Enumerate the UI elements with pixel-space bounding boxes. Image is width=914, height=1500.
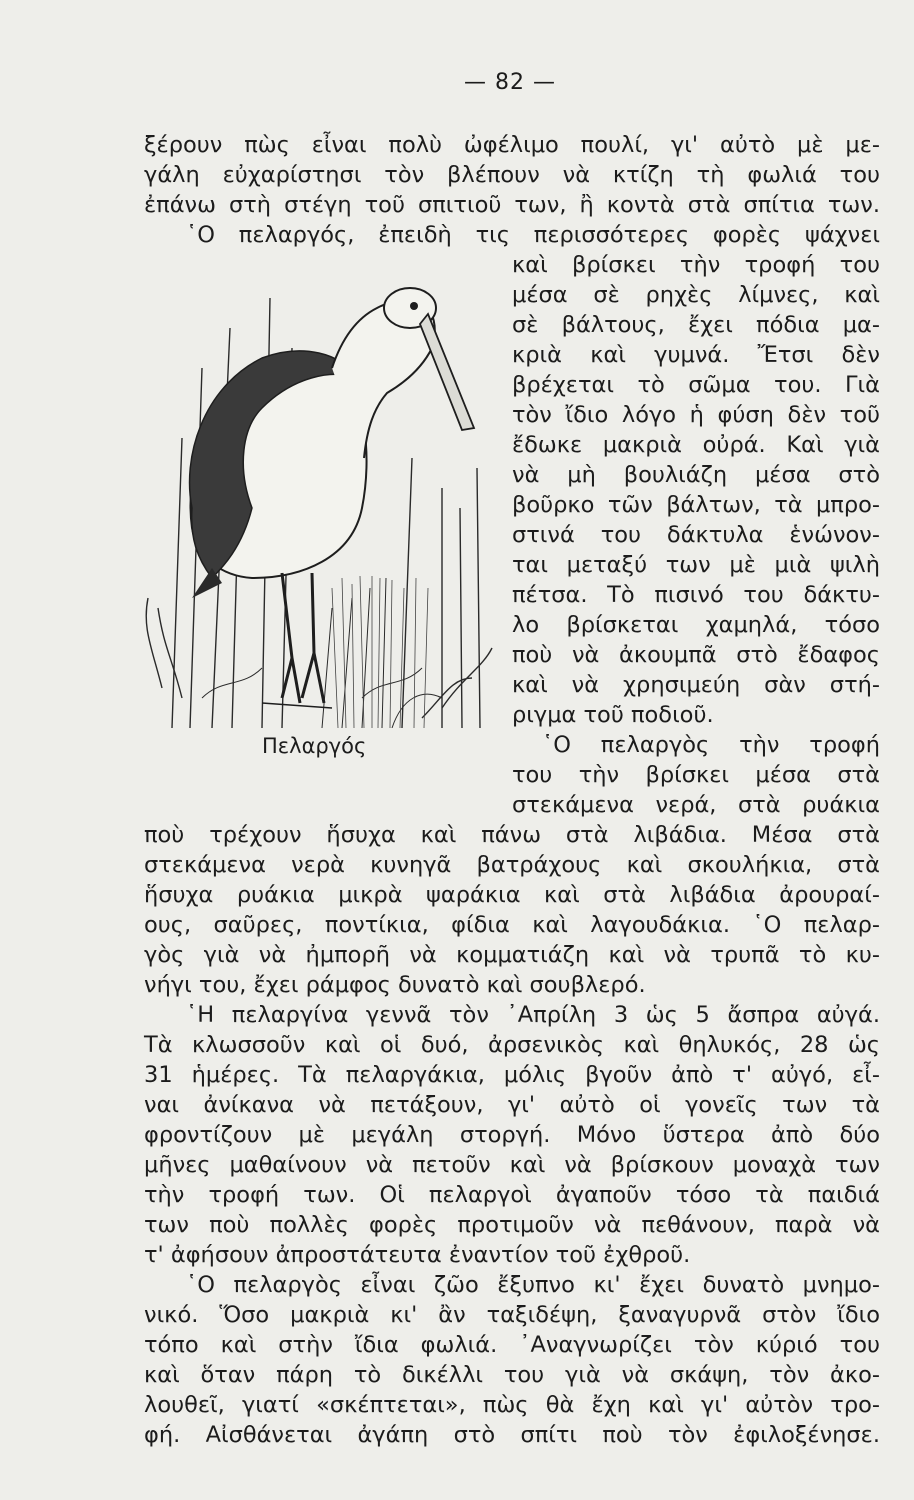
page-number: — 82 —	[464, 70, 556, 95]
text-line: πέτσα. Τὸ πισινό του δάκτυ-	[512, 582, 880, 608]
text-line: λουθεῖ, γιατί «σκέπτεται», πὼς θὰ ἔχη καὶ γι' αὐτὸν τρο-	[144, 1392, 880, 1418]
text-line: βοῦρκο τῶν βάλτων, τὰ μπρο-	[512, 492, 880, 518]
text-line: φροντίζουν μὲ μεγάλη στοργή. Μόνο ὕστερα ἀπὸ δύο	[144, 1122, 880, 1148]
text-line: ῾Ο πελαργὸς τὴν τροφή	[542, 732, 880, 758]
text-line: στινά του δάκτυλα ἑνώνον-	[512, 522, 880, 548]
text-line: ῾Ο πελαργὸς εἶναι ζῶο ἔξυπνο κι' ἔχει δυνατὸ μνημο-	[186, 1272, 880, 1298]
text-line: νήγι του, ἔχει ράμφος δυνατὸ καὶ σουβλερό.	[144, 972, 646, 998]
text-line: λο βρίσκεται χαμηλά, τόσο	[512, 612, 880, 638]
text-line: ῾Ο πελαργός, ἐπειδὴ τις περισσότερες φορὲς ψάχνει	[186, 222, 880, 248]
text-line: νὰ μὴ βουλιάζη μέσα στὸ	[512, 462, 880, 488]
text-line: ἥσυχα ρυάκια μικρὰ ψαράκια καὶ στὰ λιβάδια ἀρουραί-	[144, 882, 880, 908]
text-line: ἔδωκε μακριὰ οὐρά. Καὶ γιὰ	[512, 432, 880, 458]
text-line: 31 ἡμέρες. Τὰ πελαργάκια, μόλις βγοῦν ἀπὸ τ' αὐγό, εἶ-	[144, 1062, 880, 1088]
text-line: των ποὺ πολλὲς φορὲς προτιμοῦν νὰ πεθάνουν, παρὰ νὰ	[144, 1212, 880, 1238]
text-line: ῾Η πελαργίνα γεννᾶ τὸν ᾿Απρίλη 3 ὡς 5 ἄσπρα αὐγά.	[186, 1002, 880, 1028]
text-line: γάλη εὐχαρίστησι τὸν βλέπουν νὰ κτίζη τὴ φωλιά του	[144, 162, 880, 188]
text-line: Τὰ κλωσσοῦν καὶ οἱ δυό, ἀρσενικὸς καὶ θηλυκός, 28 ὡς	[144, 1032, 880, 1058]
text-line: κριὰ καὶ γυμνά. Ἔτσι δὲν	[512, 342, 880, 368]
text-line: μῆνες μαθαίνουν νὰ πετοῦν καὶ νὰ βρίσκουν μοναχὰ των	[144, 1152, 880, 1178]
text-line: στεκάμενα νερά, στὰ ρυάκια	[512, 792, 880, 818]
text-line: τὴν τροφή των. Οἱ πελαργοὶ ἀγαποῦν τόσο τὰ παιδιά	[144, 1182, 880, 1208]
text-line: φή. Αἰσθάνεται ἀγάπη στὸ σπίτι ποὺ τὸν ἐφιλοξένησε.	[144, 1422, 880, 1448]
text-line: νικό. Ὅσο μακριὰ κι' ἂν ταξιδέψη, ξαναγυρνᾶ στὸν ἴδιο	[144, 1302, 880, 1328]
text-line: ους, σαῦρες, ποντίκια, φίδια καὶ λαγουδάκια. ῾Ο πελαρ-	[144, 912, 880, 938]
text-line: ξέρουν πὼς εἶναι πολὺ ὠφέλιμο πουλί, γι' αὐτὸ μὲ με-	[144, 132, 880, 158]
text-line: τὸν ἴδιο λόγο ἡ φύση δὲν τοῦ	[512, 402, 880, 428]
text-line: μέσα σὲ ρηχὲς λίμνες, καὶ	[512, 282, 880, 308]
text-line: τ' ἀφήσουν ἀπροστάτευτα ἐναντίον τοῦ ἐχθροῦ.	[144, 1242, 691, 1268]
text-line: ναι ἀνίκανα νὰ πετάξουν, γι' αὐτὸ οἱ γονεῖς των τὰ	[144, 1092, 880, 1118]
text-line: βρέχεται τὸ σῶμα του. Γιὰ	[512, 372, 880, 398]
text-line: ἐπάνω στὴ στέγη τοῦ σπιτιοῦ των, ἢ κοντὰ στὰ σπίτια των.	[144, 192, 880, 218]
text-line: ποὺ τρέχουν ἥσυχα καὶ πάνω στὰ λιβάδια. Μέσα στὰ	[144, 822, 880, 848]
text-line: σὲ βάλτους, ἔχει πόδια μα-	[512, 312, 880, 338]
text-line: του τὴν βρίσκει μέσα στὰ	[512, 762, 880, 788]
text-line: καὶ βρίσκει τὴν τροφή του	[512, 252, 880, 278]
text-line: στεκάμενα νερὰ κυνηγᾶ βατράχους καὶ σκουλήκια, στὰ	[144, 852, 880, 878]
text-line: ται μεταξύ των μὲ μιὰ ψιλὴ	[512, 552, 880, 578]
illustration-caption: Πελαργός	[262, 734, 367, 758]
text-line: ριγμα τοῦ ποδιοῦ.	[512, 702, 714, 728]
stork-illustration	[142, 258, 500, 728]
text-line: γὸς γιὰ νὰ ἠμπορῆ νὰ κομματιάζη καὶ νὰ τρυπᾶ τὸ κυ-	[144, 942, 880, 968]
text-line: καὶ νὰ χρησιμεύη σὰν στή-	[512, 672, 880, 698]
text-line: καὶ ὅταν πάρη τὸ δικέλλι του γιὰ νὰ σκάψη, τὸν ἀκο-	[144, 1362, 880, 1388]
text-line: τόπο καὶ στὴν ἴδια φωλιά. ᾿Αναγνωρίζει τὸν κύριό του	[144, 1332, 880, 1358]
text-line: ποὺ νὰ ἀκουμπᾶ στὸ ἔδαφος	[512, 642, 880, 668]
